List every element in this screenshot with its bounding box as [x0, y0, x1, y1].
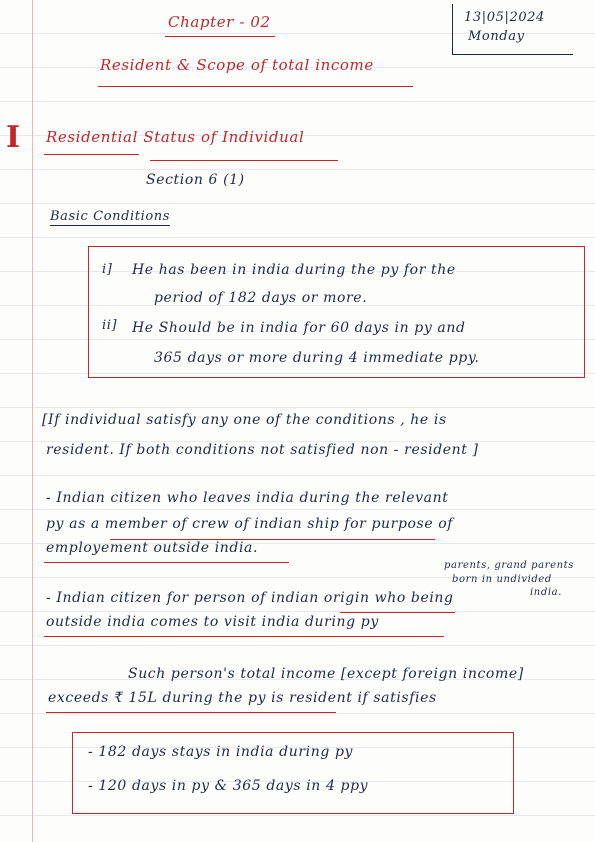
day-text: Monday	[468, 29, 525, 44]
rule-line-2: resident. If both conditions not satisfied non - resident ]	[46, 442, 479, 458]
chapter-title: Chapter - 02	[168, 13, 271, 31]
condition-1-line-2: period of 182 days or more.	[154, 290, 368, 306]
condition-2-marker: ii]	[102, 318, 118, 333]
section-reference: Section 6 (1)	[146, 172, 245, 188]
days-item-2: - 120 days in py & 365 days in 4 ppy	[88, 778, 369, 794]
title-underline	[98, 86, 413, 87]
origin-note-2: born in undivided	[452, 574, 552, 585]
margin-line	[32, 0, 33, 842]
income-rule-line-1: Such person's total income [except foreign income]	[128, 666, 524, 682]
date-text: 13|05|2024	[464, 10, 545, 25]
exception-1-underline-2	[44, 562, 289, 563]
exception-2-underline-1	[340, 612, 455, 613]
income-rule-underline	[46, 712, 336, 713]
origin-note-3: india.	[530, 587, 562, 598]
condition-1-line-1: He has been in india during the py for the	[132, 262, 456, 278]
exception-1-line-3: employement outside india.	[46, 540, 259, 556]
rule-line-1: [If individual satisfy any one of the conditions , he is	[42, 412, 447, 428]
section-heading: Residential Status of Individual	[46, 128, 305, 146]
basic-conditions-label: Basic Conditions	[50, 209, 171, 224]
origin-note-1: parents, grand parents	[444, 560, 575, 571]
page-title: Resident & Scope of total income	[100, 56, 374, 74]
exception-1-line-1: - Indian citizen who leaves india during the relevant	[46, 490, 449, 506]
heading-underline-1	[44, 154, 139, 155]
days-item-1: - 182 days stays in india during py	[88, 744, 354, 760]
condition-2-line-1: He Should be in india for 60 days in py and	[132, 320, 466, 336]
section-numeral: I	[6, 120, 21, 155]
condition-2-line-2: 365 days or more during 4 immediate ppy.	[154, 350, 480, 366]
exception-1-line-2: py as a member of crew of indian ship for purpose of	[46, 516, 454, 532]
exception-2-line-1: - Indian citizen for person of indian origin who being	[46, 590, 454, 606]
exception-2-line-2: outside india comes to visit india during py	[46, 614, 379, 630]
chapter-underline	[165, 36, 275, 37]
heading-underline-2	[150, 160, 338, 161]
condition-1-marker: i]	[102, 262, 113, 277]
income-rule-line-2: exceeds ₹ 15L during the py is resident if satisfies	[48, 690, 437, 706]
exception-2-underline-2	[44, 636, 444, 637]
